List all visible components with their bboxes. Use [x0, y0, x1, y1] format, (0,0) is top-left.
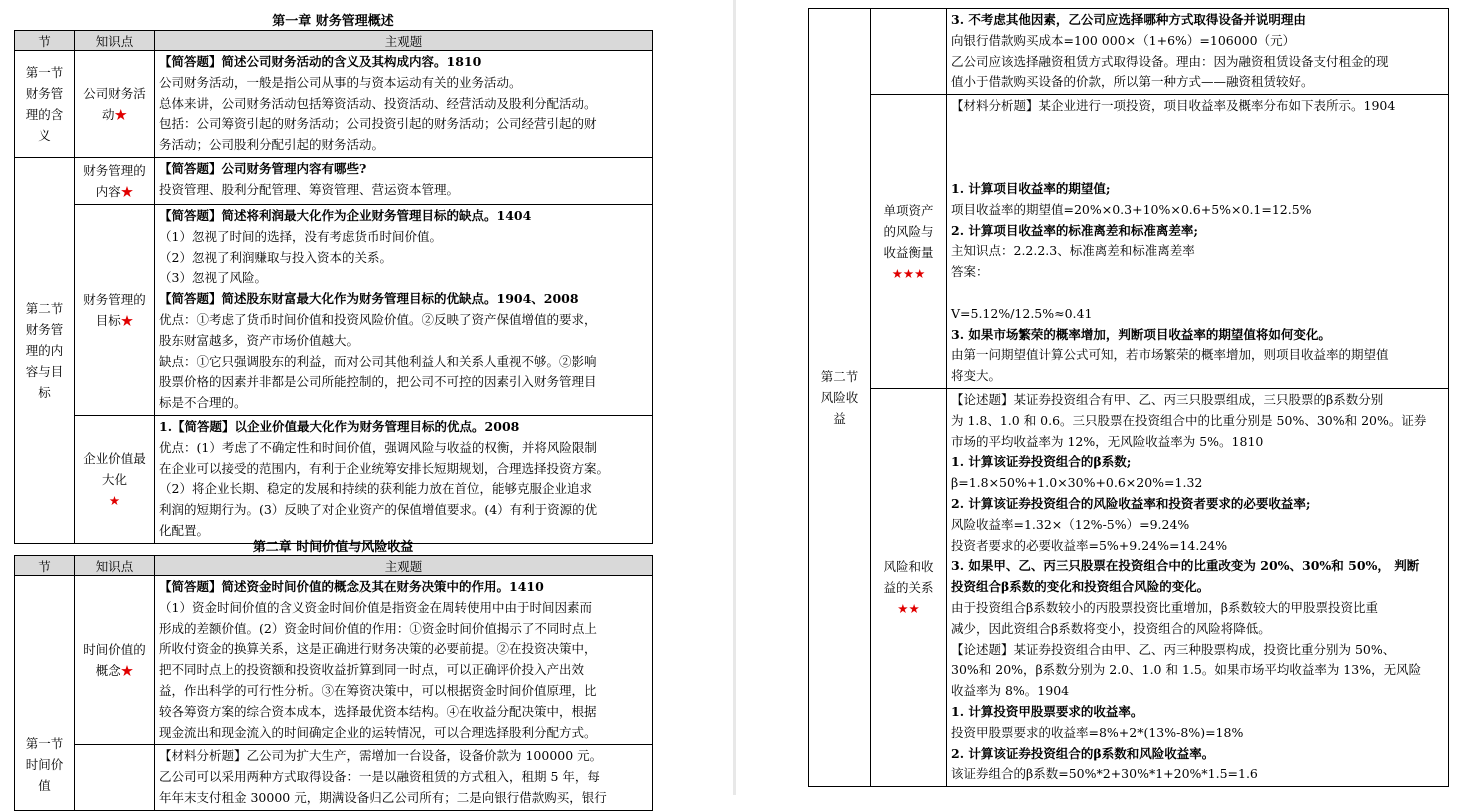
header-knowledge-point: 知识点 — [75, 556, 155, 576]
text-line: 30%和 20%，β系数分别为 2.0、1.0 和 1.5。如果市场平均收益率为 13%，无风险 — [951, 662, 1422, 678]
header-subjective: 主观题 — [155, 556, 653, 576]
question-line: 【简答题】简述股东财富最大化作为财务管理目标的优缺点。1904、2008 — [159, 291, 579, 307]
question-line: 【简答题】公司财务管理内容有哪些? — [159, 160, 367, 176]
text-line: 【论述题】某证券投资组合由甲、乙、丙三种股票构成，投资比重分别为 50%、 — [951, 641, 1396, 657]
header-knowledge-point: 知识点 — [75, 31, 155, 51]
text-line: 务活动；公司股利分配引起的财务活动。 — [159, 137, 385, 153]
text-line: 优点：(1）考虑了不确定性和时间价值，强调风险与收益的权衡，并将风险限制 — [159, 439, 597, 455]
text-line: 风险收益率=1.32×（12%-5%）=9.24% — [951, 516, 1190, 532]
content-cell — [947, 9, 1449, 95]
text-line: 由于投资组合β系数较小的丙股票投资比重增加，β系数较大的甲股票投资比重 — [951, 599, 1378, 615]
text-line: 【材料分析题】某企业进行一项投资，项目收益率及概率分布如下表所示。1904 — [951, 98, 1396, 114]
content-cell — [155, 204, 653, 415]
text-line: 收益率为 8%。1904 — [951, 683, 1070, 699]
text-line: 利润的短期行为。(3）反映了对企业资产的保值增值要求。(4）有利于资源的优 — [159, 502, 598, 518]
star-icon: ★ — [114, 106, 128, 122]
formula-placeholder — [951, 283, 1444, 304]
question-line: 投资组合β系数的变化和投资组合风险的变化。 — [951, 579, 1210, 595]
knowledge-point-cell: 公司财务活动★ — [75, 51, 155, 158]
question-line: 3. 如果市场繁荣的概率增加，判断项目收益率的期望值将如何变化。 — [951, 326, 1331, 342]
left-page — [0, 0, 734, 805]
chapter1-title: 第一章 财务管理概述 — [272, 14, 394, 29]
text-line: 总体来讲，公司财务活动包括筹资活动、投资活动、经营活动及股利分配活动。 — [159, 95, 597, 111]
text-line: 股东财富越多，资产市场价值越大。 — [159, 332, 360, 348]
text-line: 投资者要求的必要收益率=5%+9.24%=14.24% — [951, 537, 1228, 553]
text-line: 把不同时点上的投资额和投资收益折算到同一时点，可以正确评价投入产出效 — [159, 662, 585, 678]
knowledge-point-cell — [75, 745, 155, 810]
question-line: 1. 计算该证券投资组合的β系数; — [951, 454, 1132, 470]
knowledge-point-cell: 财务管理的目标★ — [75, 204, 155, 415]
star-icon: ★ — [108, 492, 121, 508]
question-line: 【简答题】简述将利润最大化作为企业财务管理目标的缺点。1404 — [159, 207, 532, 223]
text-line: 公司财务活动，一般是指公司从事的与资本运动有关的业务活动。 — [159, 74, 522, 90]
content-cell — [155, 415, 653, 543]
content-cell — [947, 388, 1449, 786]
section-cell: 第一节 时间价值 — [15, 576, 75, 811]
star-icon: ★ — [120, 183, 134, 199]
text-line: （1）忽视了时间的选择，没有考虑货币时间价值。 — [159, 228, 442, 244]
chapter2-table — [14, 555, 653, 811]
header-subjective: 主观题 — [155, 31, 653, 51]
chapter1-table — [14, 30, 653, 544]
knowledge-point-cell — [871, 9, 947, 95]
question-line: 1. 计算投资甲股票要求的收益率。 — [951, 703, 1144, 719]
content-cell — [155, 157, 653, 204]
question-line: 1. 计算项目收益率的期望值; — [951, 180, 1111, 196]
table-placeholder — [951, 117, 1444, 179]
question-line: 【简答题】简述公司财务活动的含义及其构成内容。1810 — [159, 54, 482, 69]
question-line: 1.【简答题】以企业价值最大化作为财务管理目标的优点。2008 — [159, 418, 520, 434]
text-line: β=1.8×50%+1.0×30%+0.6×20%=1.32 — [951, 475, 1203, 491]
question-line: 3. 不考虑其他因素，乙公司应选择哪种方式取得设备并说明理由 — [951, 12, 1306, 27]
text-line: 益，作出科学的可行性分析。③在筹资决策中，可以根据资金时间价值原理，比 — [159, 682, 597, 698]
section-cell: 第二节 财务管理的内容与目标 — [15, 157, 75, 543]
text-line: 投资甲股票要求的收益率=8%+2*(13%-8%)=18% — [951, 724, 1244, 740]
text-line: 将变大。 — [951, 368, 1002, 384]
text-line: 主知识点：2.2.2.3、标准离差和标准离差率 — [951, 243, 1195, 259]
question-line: 2. 计算项目收益率的标准离差和标准离差率; — [951, 222, 1199, 238]
text-line: 化配置。 — [159, 522, 210, 538]
text-line: 标是不合理的。 — [159, 395, 247, 411]
question-line: 2. 计算该证券投资组合的风险收益率和投资者要求的必要收益率; — [951, 495, 1311, 511]
star-icon: ★★★ — [891, 265, 926, 281]
text-line: 【论述题】某证券投资组合有甲、乙、丙三只股票组成，三只股票的β系数分别 — [951, 391, 1384, 407]
text-line: 项目收益率的期望值=20%×0.3+10%×0.6+5%×0.1=12.5% — [951, 201, 1312, 217]
knowledge-point-cell: 财务管理的内容★ — [75, 157, 155, 204]
text-line: 减少，因此资组合β系数将变小，投资组合的风险将降低。 — [951, 620, 1271, 636]
text-line: 乙公司可以采用两种方式取得设备：一是以融资租赁的方式租入，租期 5 年，每 — [159, 769, 600, 785]
text-line: V=5.12%/12.5%≈0.41 — [951, 305, 1093, 321]
text-line: 在企业可以接受的范围内，有利于企业统筹安排长短期规划，合理选择投资方案。 — [159, 460, 610, 476]
question-line: 【简答题】简述资金时间价值的概念及其在财务决策中的作用。1410 — [159, 579, 544, 594]
text-line: （3）忽视了风险。 — [159, 270, 267, 286]
text-line: 所收付资金的换算关系，这是正确进行财务决策的必要前提。②在投资决策中， — [159, 641, 597, 657]
knowledge-point-cell: 单项资产的风险与收益衡量 ★★★ — [871, 95, 947, 389]
knowledge-point-cell: 企业价值最大化 ★ — [75, 415, 155, 543]
content-cell — [155, 745, 653, 810]
text-line: 缺点：①它只强调股东的利益，而对公司其他利益人和关系人重视不够。②影响 — [159, 353, 597, 369]
text-line: 形成的差额价值。(2）资金时间价值的作用：①资金时间价值揭示了不同时点上 — [159, 620, 597, 636]
header-section: 节 — [15, 31, 75, 51]
text-line: 向银行借款购买成本=100 000×（1+6%）=106000（元） — [951, 32, 1296, 48]
knowledge-point-cell: 风险和收益的关系 ★★ — [871, 388, 947, 786]
text-line: 由第一问期望值计算公式可知，若市场繁荣的概率增加，则项目收益率的期望值 — [951, 347, 1389, 363]
text-line: （2）忽视了利润赚取与投入资本的关系。 — [159, 249, 392, 265]
text-line: 值小于借款购买设备的价款，所以第一种方式——融资租赁较好。 — [951, 74, 1314, 90]
text-line: 【材料分析题】乙公司为扩大生产，需增加一台设备，设备价款为 100000 元。 — [159, 748, 603, 764]
text-line: 优点：①考虑了货币时间价值和投资风险价值。②反映了资产保值增值的要求， — [159, 311, 597, 327]
text-line: 该证券组合的β系数=50%*2+30%*1+20%*1.5=1.6 — [951, 766, 1258, 782]
chapter2-continued-table — [808, 8, 1449, 787]
text-line: 包括：公司筹资引起的财务活动；公司投资引起的财务活动；公司经营引起的财 — [159, 116, 597, 132]
chapter2-title: 第二章 时间价值与风险收益 — [252, 540, 414, 555]
section-cell: 第一节 财务管理的含义 — [15, 51, 75, 158]
text-line: 现金流出和现金流入的时间确定企业的运转情况，可以合理选择股利分配方式。 — [159, 724, 597, 740]
content-cell — [155, 51, 653, 158]
knowledge-point-cell: 时间价值的概念★ — [75, 576, 155, 745]
content-cell — [947, 95, 1449, 389]
section-cell: 第二节 风险收益 — [809, 9, 871, 787]
star-icon: ★ — [120, 312, 134, 328]
text-line: 年年末支付租金 30000 元，期满设备归乙公司所有；二是向银行借款购买，银行 — [159, 789, 607, 805]
question-line: 2. 计算该证券投资组合的β系数和风险收益率。 — [951, 745, 1215, 761]
text-line: 为 1.8、1.0 和 0.6。三只股票在投资组合中的比重分别是 50%、30%和 20%。证券 — [951, 412, 1427, 428]
right-page — [736, 0, 1468, 795]
text-line: 市场的平均收益率为 12%，无风险收益率为 5%。1810 — [951, 433, 1264, 449]
text-line: （1）资金时间价值的含义资金时间价值是指资金在周转使用中由于时间因素而 — [159, 599, 592, 615]
question-line: 3. 如果甲、乙、丙三只股票在投资组合中的比重改变为 20%、30%和 50%， 判断 — [951, 558, 1420, 574]
text-line: 答案： — [951, 264, 989, 280]
star-icon: ★ — [120, 663, 134, 679]
text-line: 乙公司应该选择融资租赁方式取得设备。理由：因为融资租赁设备支付租金的现 — [951, 53, 1389, 69]
text-line: 股票价格的因素并非都是公司所能控制的，把公司不可控的因素引入财务管理目 — [159, 374, 597, 390]
header-section: 节 — [15, 556, 75, 576]
content-cell — [155, 576, 653, 745]
star-icon: ★★ — [897, 601, 920, 617]
text-line: （2）将企业长期、稳定的发展和持续的获利能力放在首位，能够克服企业追求 — [159, 481, 592, 497]
text-line: 投资管理、股利分配管理、筹资管理、营运资本管理。 — [159, 181, 460, 197]
text-line: 较各筹资方案的综合资本成本，选择最优资本结构。④在收益分配决策中，根据 — [159, 703, 597, 719]
